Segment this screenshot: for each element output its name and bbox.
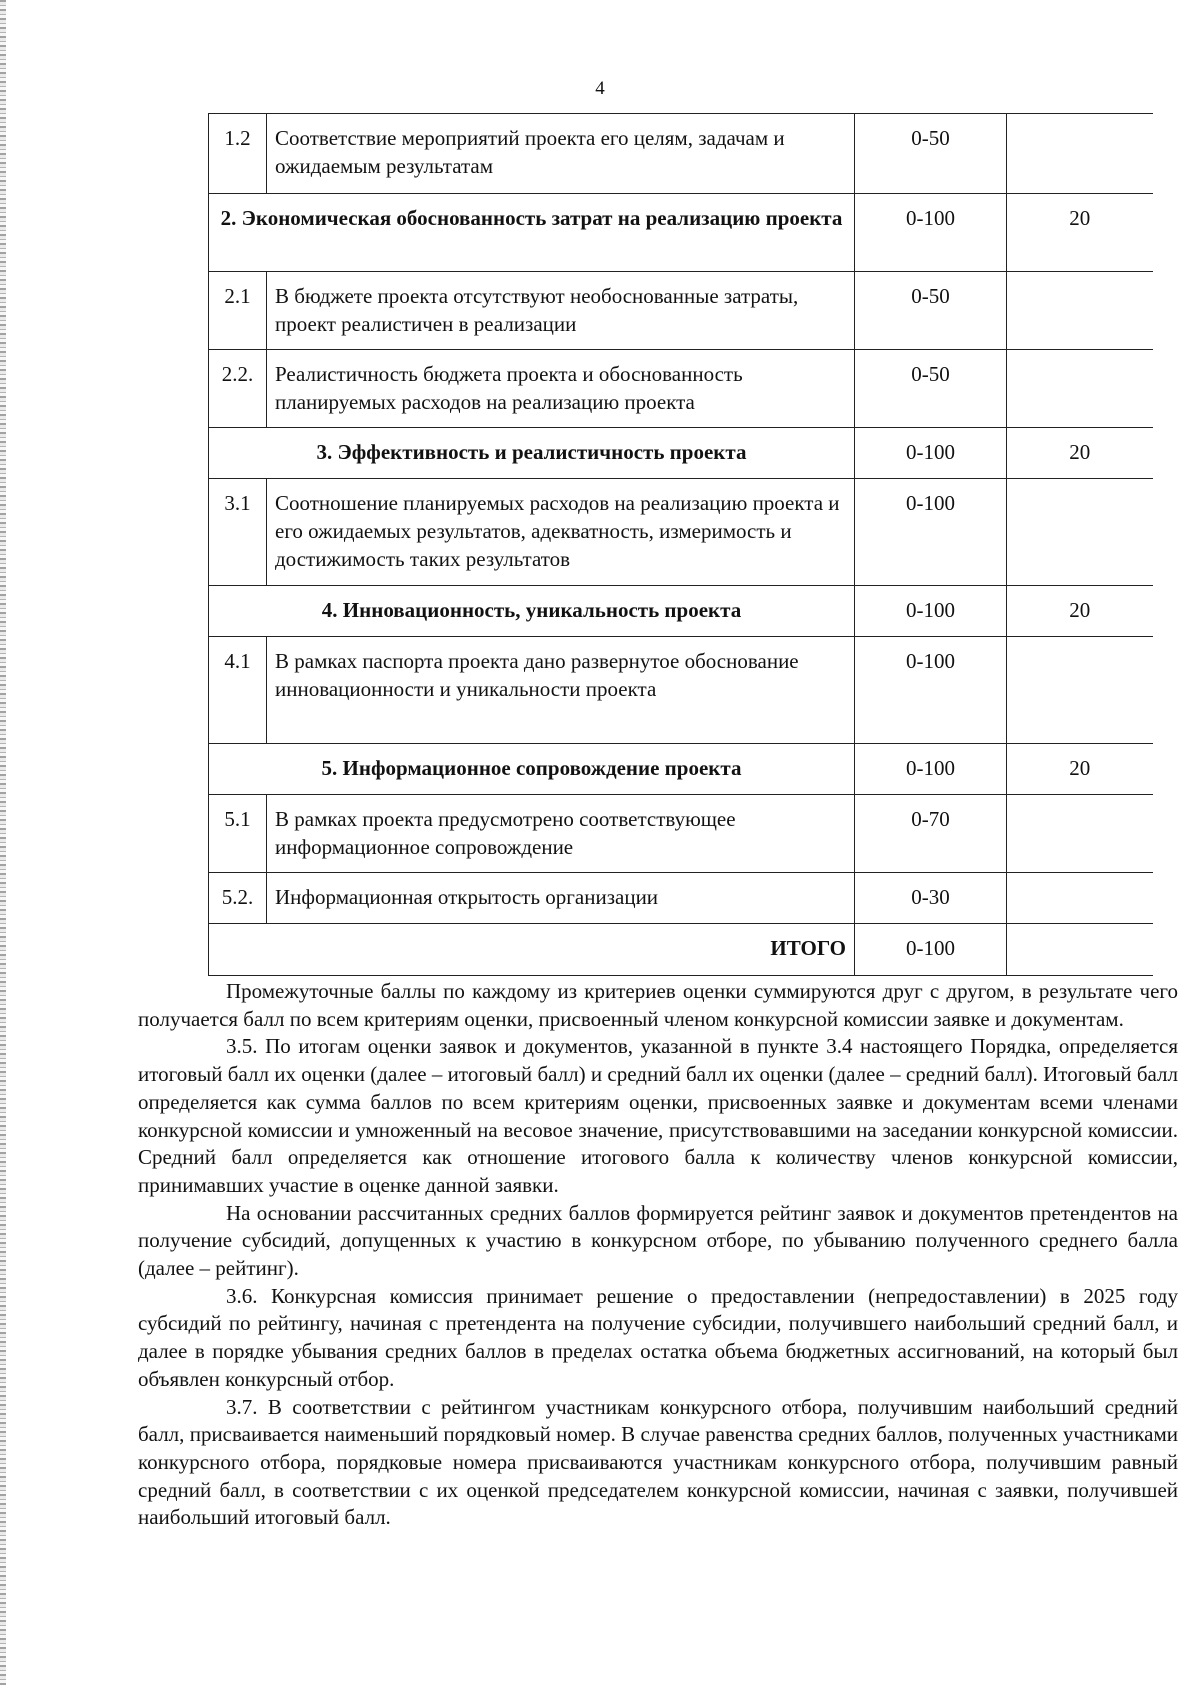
- paragraph: 3.7. В соответствии с рейтингом участникам конкурсного отбора, получившим наибольший средний балл, присваивается наименьший порядковый номер. В случае равенства средних баллов, полученных участниками конкурсного отбора, порядковые номера присваиваются участникам конкурсного отбора, получившим равный средний балл, в соответствии с их оценкой председателем конкурсной комиссии, начиная с заявки, получившей наибольший итоговый балл.: [138, 1394, 1178, 1530]
- table-row-section: [209, 194, 1153, 272]
- weight-value: [1007, 795, 1153, 873]
- criterion-text: Соответствие мероприятий проекта его целям, задачам и ожидаемым результатам: [267, 114, 855, 194]
- table-row-total: [209, 924, 1153, 976]
- score-range: 0-100: [855, 744, 1007, 795]
- scan-edge: [0, 0, 6, 1685]
- row-number: 3.1: [209, 479, 267, 586]
- criterion-text: В рамках паспорта проекта дано развернутое обоснование инновационности и уникальности проекта: [267, 637, 855, 744]
- section-title: 4. Инновационность, уникальность проекта: [209, 586, 855, 637]
- table-row: [209, 637, 1153, 744]
- row-number: 4.1: [209, 637, 267, 744]
- table-row: [209, 795, 1153, 873]
- total-label: ИТОГО: [209, 924, 855, 976]
- score-range: 0-100: [855, 428, 1007, 479]
- criterion-text: В бюджете проекта отсутствуют необоснованные затраты, проект реалистичен в реализации: [267, 272, 855, 350]
- weight-value: [1007, 873, 1153, 924]
- score-range: 0-100: [855, 637, 1007, 744]
- weight-value: [1007, 114, 1153, 194]
- weight-value: 20: [1007, 194, 1153, 272]
- weight-value: 20: [1007, 744, 1153, 795]
- criterion-text: Информационная открытость организации: [267, 873, 855, 924]
- table-row-section: [209, 744, 1153, 795]
- score-range: 0-70: [855, 795, 1007, 873]
- score-range: 0-50: [855, 350, 1007, 428]
- section-title: 5. Информационное сопровождение проекта: [209, 744, 855, 795]
- table-row-section: [209, 586, 1153, 637]
- table-row-section: [209, 428, 1153, 479]
- criterion-text: В рамках проекта предусмотрено соответствующее информационное сопровождение: [267, 795, 855, 873]
- weight-value: [1007, 272, 1153, 350]
- score-range: 0-50: [855, 272, 1007, 350]
- table-row: [209, 479, 1153, 586]
- row-number: 2.2.: [209, 350, 267, 428]
- criterion-text: Реалистичность бюджета проекта и обоснованность планируемых расходов на реализацию проекта: [267, 350, 855, 428]
- paragraph: 3.6. Конкурсная комиссия принимает решение о предоставлении (непредоставлении) в 2025 году субсидий по рейтингу, начиная с претендента на получение субсидии, получившего наибольший средний балл, и далее в порядке убывания средних баллов в пределах остатка объема бюджетных ассигнований, на который был объявлен конкурсный отбор.: [138, 1283, 1178, 1391]
- section-title: 2. Экономическая обоснованность затрат на реализацию проекта: [209, 194, 855, 272]
- page-number: 4: [595, 78, 605, 99]
- table-row: [209, 350, 1153, 428]
- row-number: 2.1: [209, 272, 267, 350]
- row-number: 5.1: [209, 795, 267, 873]
- weight-value: 20: [1007, 586, 1153, 637]
- table-row: [209, 114, 1153, 194]
- score-range: 0-100: [855, 586, 1007, 637]
- weight-value: [1007, 637, 1153, 744]
- criteria-table: [208, 113, 1153, 976]
- score-range: 0-100: [855, 194, 1007, 272]
- table-row: [209, 272, 1153, 350]
- score-range: 0-100: [855, 479, 1007, 586]
- weight-value: 20: [1007, 428, 1153, 479]
- criterion-text: Соотношение планируемых расходов на реализацию проекта и его ожидаемых результатов, адекватность, измеримость и достижимость таких результатов: [267, 479, 855, 586]
- section-title: 3. Эффективность и реалистичность проекта: [209, 428, 855, 479]
- body-text: [138, 978, 1178, 1532]
- paragraph: Промежуточные баллы по каждому из критериев оценки суммируются друг с другом, в результате чего получается балл по всем критериям оценки, присвоенный членом конкурсной комиссии заявке и документам.: [138, 979, 1178, 1031]
- weight-value: [1007, 479, 1153, 586]
- paragraph: На основании рассчитанных средних баллов формируется рейтинг заявок и документов претендентов на получение субсидий, допущенных к участию в конкурсном отборе, по убыванию полученного среднего балла (далее – рейтинг).: [138, 1200, 1178, 1281]
- weight-value: [1007, 924, 1153, 976]
- row-number: 1.2: [209, 114, 267, 194]
- paragraph: 3.5. По итогам оценки заявок и документов, указанной в пункте 3.4 настоящего Порядка, определяется итоговый балл их оценки (далее – итоговый балл) и средний балл их оценки (далее – средний балл). Итоговый балл определяется как сумма баллов по всем критериям оценки, присвоенных заявке и документам всеми членами конкурсной комиссии и умноженный на весовое значение, присутствовавшими на заседании конкурсной комиссии. Средний балл определяется как отношение итогового балла к количеству членов конкурсной комиссии, принимавших участие в оценке данной заявки.: [138, 1034, 1178, 1197]
- score-range: 0-50: [855, 114, 1007, 194]
- score-range: 0-30: [855, 873, 1007, 924]
- table-row: [209, 873, 1153, 924]
- row-number: 5.2.: [209, 873, 267, 924]
- score-range: 0-100: [855, 924, 1007, 976]
- weight-value: [1007, 350, 1153, 428]
